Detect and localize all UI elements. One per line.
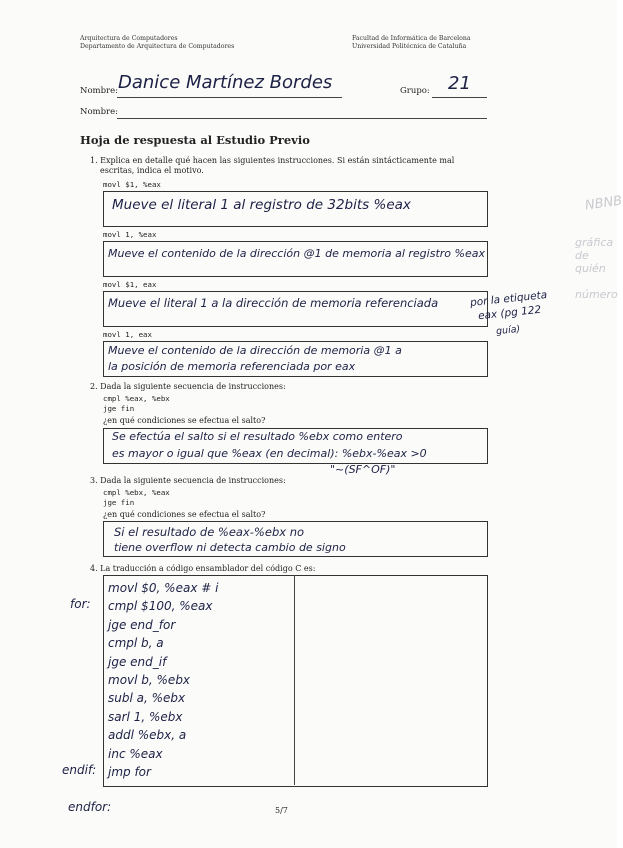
asm-line: cmpl $100, %eax [108,599,213,614]
code-block [103,394,170,414]
handwritten-answer: Mueve el contenido de la dirección @1 de memoria al registro %eax [108,247,485,260]
handwritten-answer: Mueve el contenido de la dirección de memoria @1 a [108,344,402,357]
handwritten-note: por la etiqueta [469,288,548,310]
asm-line: subl a, %ebx [108,691,186,706]
handwritten-answer: la posición de memoria referenciada por eax [108,360,356,373]
question-2-text: 2. Dada la siguiente secuencia de instrucciones: [90,382,286,391]
department-name: Departamento de Arquitectura de Computadores [80,43,235,50]
university-name: Universidad Politécnica de Cataluña [352,43,467,50]
asm-line: movl $0, %eax # i [108,581,219,595]
question-2-prompt: ¿en qué condiciones se efectua el salto? [103,416,266,425]
code-line: movl 1, eax [103,330,152,339]
code-line: cmpl %eax, %ebx [103,394,170,403]
name-line [117,97,342,98]
assembly-code [108,579,218,781]
question-3-prompt: ¿en qué condiciones se efectua el salto? [103,510,266,519]
handwritten-answer: Se efectúa el salto si el resultado %ebx como entero [112,430,403,443]
asm-label: for: [70,597,91,611]
handwritten-answer: Mueve el literal 1 al registro de 32bits %eax [112,197,411,213]
handwritten-note: eax (pg 122 [477,303,542,323]
bleed-through-text: número [575,288,618,301]
group-value: 21 [448,73,471,94]
code-line: movl $1, eax [103,280,157,289]
asm-line: movl b, %ebx [108,673,191,688]
handwritten-answer: es mayor o igual que %eax (en decimal): %ebx-%eax >0 [112,447,427,460]
name-label: Nombre: [80,86,119,96]
asm-line: addl %ebx, a [108,728,187,743]
handwritten-note: "~(SF^OF)" [330,463,396,476]
question-1-text-line2: escritas, indica el motivo. [100,166,204,175]
bleed-through-text: NBNB [584,193,623,214]
code-block [103,488,170,508]
asm-line: jge end_for [108,617,176,632]
question-1 [90,156,454,176]
code-line: jge fin [103,498,135,507]
code-line: cmpl %ebx, %eax [103,488,170,497]
page-title: Hoja de respuesta al Estudio Previo [80,133,310,147]
asm-line: inc %eax [108,746,163,761]
asm-label: endfor: [68,800,112,814]
header-left [80,35,234,51]
course-name: Arquitectura de Computadores [80,35,178,42]
student-name: Danice Martínez Bordes [118,72,333,93]
handwritten-answer: Mueve el literal 1 a la dirección de memoria referenciada [108,296,439,310]
bleed-through-text: gráfica de [575,236,614,262]
group-label: Grupo: [400,86,430,96]
handwritten-answer: tiene overflow ni detecta cambio de signo [114,541,346,554]
handwritten-note: guía) [495,323,521,338]
answer-area-divider [294,575,295,785]
name-line-2 [117,118,487,119]
question-4-text: 4. La traducción a código ensamblador del código C es: [90,564,316,573]
asm-line: jge end_if [108,654,167,669]
group-line [432,97,487,98]
asm-label: endif: [62,763,97,777]
asm-line: cmpl b, a [108,636,164,651]
bleed-through-text: quién [575,262,606,275]
asm-line: jmp for [108,765,151,780]
name-label-2: Nombre: [80,107,119,117]
asm-line: sarl 1, %ebx [108,709,183,724]
code-line: movl 1, %eax [103,230,157,239]
code-line: jge fin [103,404,135,413]
handwritten-answer: Si el resultado de %eax-%ebx no [114,525,305,539]
page-number: 5/7 [275,806,288,815]
faculty-name: Facultad de Informática de Barcelona [352,35,471,42]
question-3-text: 3. Dada la siguiente secuencia de instrucciones: [90,476,286,485]
question-1-text-line1: 1. Explica en detalle qué hacen las siguientes instrucciones. Si están sintácticamente mal [90,156,455,165]
code-line: movl $1, %eax [103,180,161,189]
header-right [352,35,471,51]
